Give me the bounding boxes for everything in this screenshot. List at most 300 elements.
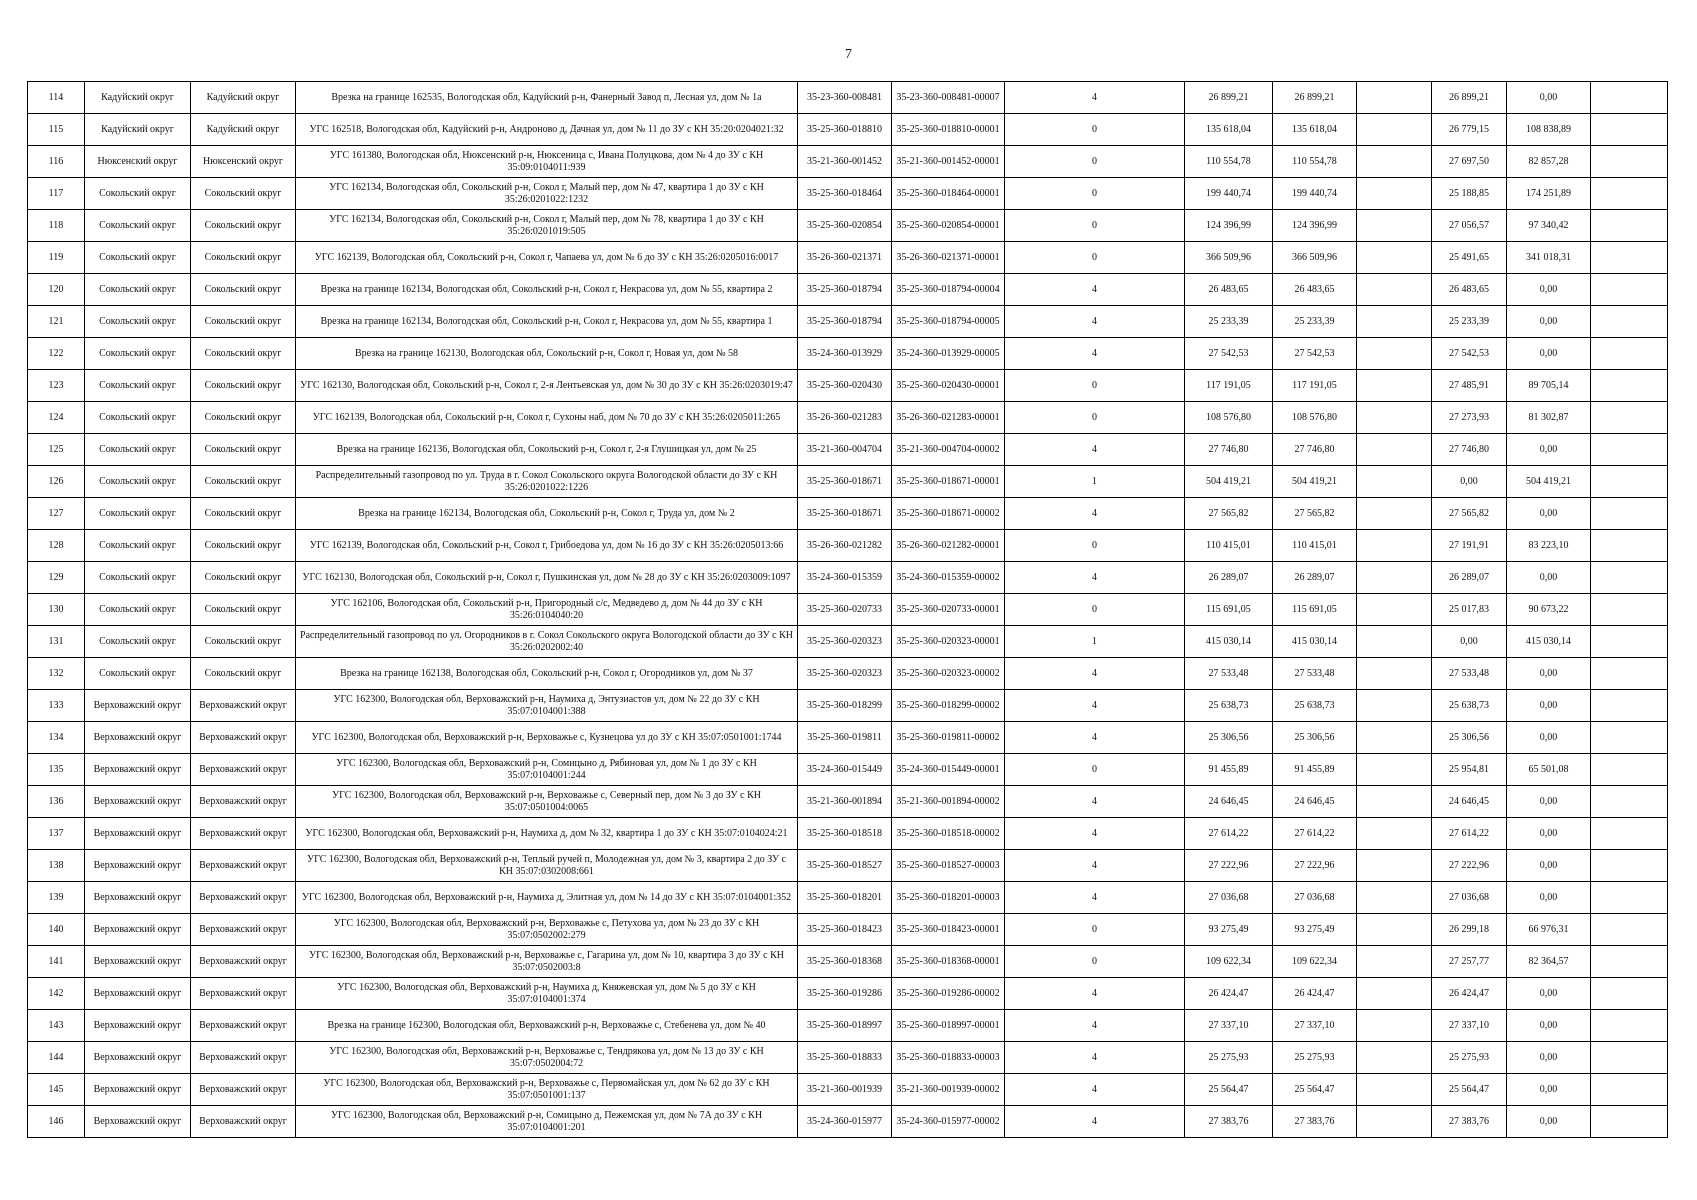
remainder-cell: 81 302,87 (1507, 402, 1591, 434)
district-cell: Сокольский округ (85, 306, 191, 338)
total-cost-cell: 26 289,07 (1185, 562, 1273, 594)
remainder-cell: 0,00 (1507, 1074, 1591, 1106)
row-number: 115 (28, 114, 85, 146)
amount-cell: 27 614,22 (1432, 818, 1507, 850)
cost-cell: 115 691,05 (1273, 594, 1357, 626)
row-number: 136 (28, 786, 85, 818)
object-id-cell: 35-25-360-020323-00002 (892, 658, 1005, 690)
row-number: 137 (28, 818, 85, 850)
remainder-cell: 0,00 (1507, 1042, 1591, 1074)
blank-cell (1357, 914, 1432, 946)
object-id-cell: 35-24-360-013929-00005 (892, 338, 1005, 370)
amount-cell: 27 485,91 (1432, 370, 1507, 402)
data-table (27, 81, 1668, 1138)
remainder-cell: 504 419,21 (1507, 466, 1591, 498)
remainder-cell: 66 976,31 (1507, 914, 1591, 946)
object-id-cell: 35-25-360-020323-00001 (892, 626, 1005, 658)
object-id-cell: 35-25-360-019286-00002 (892, 978, 1005, 1010)
cost-cell: 24 646,45 (1273, 786, 1357, 818)
row-number: 128 (28, 530, 85, 562)
address-cell: УГС 162300, Вологодская обл, Верховажский р-н, Теплый ручей п, Молодежная ул, дом № 3, квартира 2 до ЗУ с КН 35:07:0302008:661 (296, 850, 798, 882)
object-code-cell: 35-24-360-013929 (798, 338, 892, 370)
district-cell: Сокольский округ (85, 562, 191, 594)
row-number: 132 (28, 658, 85, 690)
cost-cell: 25 564,47 (1273, 1074, 1357, 1106)
total-cost-cell: 26 483,65 (1185, 274, 1273, 306)
note-cell (1591, 306, 1668, 338)
blank-cell (1357, 882, 1432, 914)
category-cell: 4 (1005, 338, 1185, 370)
remainder-cell: 0,00 (1507, 306, 1591, 338)
municipality-cell: Верховажский округ (191, 1010, 296, 1042)
category-cell: 4 (1005, 786, 1185, 818)
table-row (28, 370, 1668, 402)
note-cell (1591, 626, 1668, 658)
row-number: 127 (28, 498, 85, 530)
total-cost-cell: 27 222,96 (1185, 850, 1273, 882)
blank-cell (1357, 466, 1432, 498)
blank-cell (1357, 338, 1432, 370)
amount-cell: 25 233,39 (1432, 306, 1507, 338)
address-cell: Распределительный газопровод по ул. Огородников в г. Сокол Сокольского округа Вологодской области до ЗУ с КН 35:26:0202002:40 (296, 626, 798, 658)
note-cell (1591, 530, 1668, 562)
category-cell: 0 (1005, 754, 1185, 786)
remainder-cell: 0,00 (1507, 818, 1591, 850)
address-cell: УГС 162300, Вологодская обл, Верховажский р-н, Верховажье с, Петухова ул, дом № 23 до ЗУ с КН 35:07:0502002:279 (296, 914, 798, 946)
address-cell: Врезка на границе 162134, Вологодская обл, Сокольский р-н, Сокол г, Некрасова ул, дом № 55, квартира 2 (296, 274, 798, 306)
cost-cell: 108 576,80 (1273, 402, 1357, 434)
address-cell: УГС 162300, Вологодская обл, Верховажский р-н, Сомицыно д, Пежемская ул, дом № 7А до ЗУ с КН 35:07:0104001:201 (296, 1106, 798, 1138)
object-code-cell: 35-25-360-018997 (798, 1010, 892, 1042)
object-id-cell: 35-25-360-020854-00001 (892, 210, 1005, 242)
object-code-cell: 35-21-360-004704 (798, 434, 892, 466)
object-id-cell: 35-25-360-018671-00002 (892, 498, 1005, 530)
category-cell: 0 (1005, 370, 1185, 402)
municipality-cell: Верховажский округ (191, 786, 296, 818)
object-code-cell: 35-25-360-018810 (798, 114, 892, 146)
blank-cell (1357, 754, 1432, 786)
total-cost-cell: 25 275,93 (1185, 1042, 1273, 1074)
address-cell: УГС 162106, Вологодская обл, Сокольский р-н, Пригородный с/с, Медведево д, дом № 44 до ЗУ с КН 35:26:0104040:20 (296, 594, 798, 626)
object-code-cell: 35-25-360-018794 (798, 274, 892, 306)
district-cell: Верховажский округ (85, 690, 191, 722)
object-code-cell: 35-26-360-021283 (798, 402, 892, 434)
cost-cell: 26 899,21 (1273, 82, 1357, 114)
object-id-cell: 35-24-360-015449-00001 (892, 754, 1005, 786)
district-cell: Сокольский округ (85, 242, 191, 274)
category-cell: 4 (1005, 850, 1185, 882)
blank-cell (1357, 274, 1432, 306)
total-cost-cell: 26 899,21 (1185, 82, 1273, 114)
district-cell: Верховажский округ (85, 754, 191, 786)
table-row (28, 498, 1668, 530)
category-cell: 0 (1005, 178, 1185, 210)
remainder-cell: 0,00 (1507, 978, 1591, 1010)
remainder-cell: 83 223,10 (1507, 530, 1591, 562)
amount-cell: 26 289,07 (1432, 562, 1507, 594)
object-id-cell: 35-25-360-018201-00003 (892, 882, 1005, 914)
district-cell: Сокольский округ (85, 626, 191, 658)
object-code-cell: 35-25-360-018671 (798, 466, 892, 498)
row-number: 140 (28, 914, 85, 946)
cost-cell: 504 419,21 (1273, 466, 1357, 498)
category-cell: 0 (1005, 402, 1185, 434)
object-code-cell: 35-25-360-020430 (798, 370, 892, 402)
amount-cell: 26 424,47 (1432, 978, 1507, 1010)
remainder-cell: 0,00 (1507, 882, 1591, 914)
remainder-cell: 65 501,08 (1507, 754, 1591, 786)
municipality-cell: Сокольский округ (191, 594, 296, 626)
remainder-cell: 0,00 (1507, 850, 1591, 882)
table-row (28, 626, 1668, 658)
amount-cell: 26 899,21 (1432, 82, 1507, 114)
note-cell (1591, 274, 1668, 306)
total-cost-cell: 504 419,21 (1185, 466, 1273, 498)
district-cell: Верховажский округ (85, 722, 191, 754)
cost-cell: 124 396,99 (1273, 210, 1357, 242)
total-cost-cell: 110 554,78 (1185, 146, 1273, 178)
district-cell: Верховажский округ (85, 1106, 191, 1138)
category-cell: 0 (1005, 242, 1185, 274)
note-cell (1591, 1042, 1668, 1074)
object-id-cell: 35-26-360-021283-00001 (892, 402, 1005, 434)
cost-cell: 415 030,14 (1273, 626, 1357, 658)
category-cell: 4 (1005, 306, 1185, 338)
row-number: 135 (28, 754, 85, 786)
object-code-cell: 35-25-360-020323 (798, 626, 892, 658)
address-cell: УГС 162300, Вологодская обл, Верховажский р-н, Наумиха д, дом № 32, квартира 1 до ЗУ с КН 35:07:0104024:21 (296, 818, 798, 850)
total-cost-cell: 135 618,04 (1185, 114, 1273, 146)
object-id-cell: 35-25-360-019811-00002 (892, 722, 1005, 754)
object-id-cell: 35-21-360-001452-00001 (892, 146, 1005, 178)
object-id-cell: 35-21-360-001894-00002 (892, 786, 1005, 818)
object-id-cell: 35-25-360-018810-00001 (892, 114, 1005, 146)
category-cell: 4 (1005, 978, 1185, 1010)
amount-cell: 26 779,15 (1432, 114, 1507, 146)
object-id-cell: 35-25-360-020733-00001 (892, 594, 1005, 626)
row-number: 114 (28, 82, 85, 114)
blank-cell (1357, 946, 1432, 978)
note-cell (1591, 594, 1668, 626)
municipality-cell: Сокольский округ (191, 626, 296, 658)
address-cell: Врезка на границе 162130, Вологодская обл, Сокольский р-н, Сокол г, Новая ул, дом № 58 (296, 338, 798, 370)
object-id-cell: 35-25-360-018368-00001 (892, 946, 1005, 978)
amount-cell: 27 746,80 (1432, 434, 1507, 466)
remainder-cell: 82 364,57 (1507, 946, 1591, 978)
municipality-cell: Верховажский округ (191, 882, 296, 914)
row-number: 126 (28, 466, 85, 498)
total-cost-cell: 110 415,01 (1185, 530, 1273, 562)
cost-cell: 25 233,39 (1273, 306, 1357, 338)
municipality-cell: Сокольский округ (191, 306, 296, 338)
row-number: 142 (28, 978, 85, 1010)
amount-cell: 26 483,65 (1432, 274, 1507, 306)
municipality-cell: Сокольский округ (191, 434, 296, 466)
remainder-cell: 0,00 (1507, 1106, 1591, 1138)
note-cell (1591, 1074, 1668, 1106)
note-cell (1591, 1106, 1668, 1138)
address-cell: УГС 162300, Вологодская обл, Верховажский р-н, Наумиха д, Элитная ул, дом № 14 до ЗУ с КН 35:07:0104001:352 (296, 882, 798, 914)
category-cell: 4 (1005, 82, 1185, 114)
object-code-cell: 35-26-360-021371 (798, 242, 892, 274)
row-number: 138 (28, 850, 85, 882)
district-cell: Сокольский округ (85, 434, 191, 466)
municipality-cell: Верховажский округ (191, 754, 296, 786)
category-cell: 4 (1005, 1074, 1185, 1106)
blank-cell (1357, 850, 1432, 882)
total-cost-cell: 93 275,49 (1185, 914, 1273, 946)
municipality-cell: Сокольский округ (191, 530, 296, 562)
remainder-cell: 0,00 (1507, 274, 1591, 306)
cost-cell: 110 554,78 (1273, 146, 1357, 178)
category-cell: 1 (1005, 466, 1185, 498)
cost-cell: 25 275,93 (1273, 1042, 1357, 1074)
blank-cell (1357, 530, 1432, 562)
note-cell (1591, 434, 1668, 466)
object-code-cell: 35-25-360-020733 (798, 594, 892, 626)
amount-cell: 24 646,45 (1432, 786, 1507, 818)
address-cell: УГС 162300, Вологодская обл, Верховажский р-н, Верховажье с, Тендрякова ул, дом № 13 до ЗУ с КН 35:07:0502004:72 (296, 1042, 798, 1074)
row-number: 141 (28, 946, 85, 978)
total-cost-cell: 199 440,74 (1185, 178, 1273, 210)
object-code-cell: 35-25-360-018464 (798, 178, 892, 210)
blank-cell (1357, 978, 1432, 1010)
object-code-cell: 35-25-360-019811 (798, 722, 892, 754)
object-code-cell: 35-24-360-015449 (798, 754, 892, 786)
table-row (28, 306, 1668, 338)
category-cell: 1 (1005, 626, 1185, 658)
municipality-cell: Сокольский округ (191, 370, 296, 402)
category-cell: 4 (1005, 690, 1185, 722)
object-code-cell: 35-21-360-001939 (798, 1074, 892, 1106)
municipality-cell: Верховажский округ (191, 722, 296, 754)
blank-cell (1357, 1074, 1432, 1106)
amount-cell: 27 542,53 (1432, 338, 1507, 370)
note-cell (1591, 210, 1668, 242)
object-code-cell: 35-24-360-015359 (798, 562, 892, 594)
object-id-cell: 35-25-360-020430-00001 (892, 370, 1005, 402)
address-cell: Врезка на границе 162300, Вологодская обл, Верховажский р-н, Верховажье с, Стебенева ул, дом № 40 (296, 1010, 798, 1042)
object-code-cell: 35-25-360-018794 (798, 306, 892, 338)
blank-cell (1357, 1010, 1432, 1042)
row-number: 139 (28, 882, 85, 914)
cost-cell: 27 383,76 (1273, 1106, 1357, 1138)
address-cell: УГС 162139, Вологодская обл, Сокольский р-н, Сокол г, Чапаева ул, дом № 6 до ЗУ с КН 35:26:0205016:0017 (296, 242, 798, 274)
page-number: 7 (845, 47, 852, 62)
object-id-cell: 35-25-360-018423-00001 (892, 914, 1005, 946)
municipality-cell: Сокольский округ (191, 402, 296, 434)
object-code-cell: 35-25-360-020854 (798, 210, 892, 242)
object-code-cell: 35-24-360-015977 (798, 1106, 892, 1138)
municipality-cell: Кадуйский округ (191, 82, 296, 114)
remainder-cell: 108 838,89 (1507, 114, 1591, 146)
cost-cell: 27 036,68 (1273, 882, 1357, 914)
district-cell: Кадуйский округ (85, 114, 191, 146)
district-cell: Сокольский округ (85, 658, 191, 690)
total-cost-cell: 27 383,76 (1185, 1106, 1273, 1138)
amount-cell: 27 222,96 (1432, 850, 1507, 882)
note-cell (1591, 178, 1668, 210)
table-row (28, 146, 1668, 178)
table-row (28, 914, 1668, 946)
total-cost-cell: 27 533,48 (1185, 658, 1273, 690)
blank-cell (1357, 82, 1432, 114)
address-cell: Врезка на границе 162134, Вологодская обл, Сокольский р-н, Сокол г, Труда ул, дом № 2 (296, 498, 798, 530)
district-cell: Сокольский округ (85, 402, 191, 434)
address-cell: УГС 162300, Вологодская обл, Верховажский р-н, Наумиха д, Энтузиастов ул, дом № 22 до ЗУ с КН 35:07:0104001:388 (296, 690, 798, 722)
municipality-cell: Верховажский округ (191, 1106, 296, 1138)
object-code-cell: 35-26-360-021282 (798, 530, 892, 562)
amount-cell: 27 337,10 (1432, 1010, 1507, 1042)
row-number: 145 (28, 1074, 85, 1106)
amount-cell: 25 306,56 (1432, 722, 1507, 754)
blank-cell (1357, 178, 1432, 210)
total-cost-cell: 25 306,56 (1185, 722, 1273, 754)
row-number: 119 (28, 242, 85, 274)
row-number: 120 (28, 274, 85, 306)
amount-cell: 27 056,57 (1432, 210, 1507, 242)
district-cell: Верховажский округ (85, 978, 191, 1010)
amount-cell: 25 275,93 (1432, 1042, 1507, 1074)
remainder-cell: 0,00 (1507, 562, 1591, 594)
total-cost-cell: 24 646,45 (1185, 786, 1273, 818)
row-number: 130 (28, 594, 85, 626)
district-cell: Верховажский округ (85, 850, 191, 882)
municipality-cell: Нюксенский округ (191, 146, 296, 178)
row-number: 123 (28, 370, 85, 402)
municipality-cell: Сокольский округ (191, 338, 296, 370)
table-row (28, 530, 1668, 562)
district-cell: Кадуйский округ (85, 82, 191, 114)
object-code-cell: 35-25-360-018527 (798, 850, 892, 882)
note-cell (1591, 818, 1668, 850)
object-id-cell: 35-21-360-001939-00002 (892, 1074, 1005, 1106)
district-cell: Верховажский округ (85, 818, 191, 850)
cost-cell: 26 424,47 (1273, 978, 1357, 1010)
cost-cell: 25 638,73 (1273, 690, 1357, 722)
object-id-cell: 35-25-360-018794-00004 (892, 274, 1005, 306)
total-cost-cell: 109 622,34 (1185, 946, 1273, 978)
category-cell: 4 (1005, 434, 1185, 466)
remainder-cell: 0,00 (1507, 82, 1591, 114)
table-row (28, 1010, 1668, 1042)
district-cell: Верховажский округ (85, 1010, 191, 1042)
category-cell: 0 (1005, 530, 1185, 562)
remainder-cell: 0,00 (1507, 690, 1591, 722)
amount-cell: 25 188,85 (1432, 178, 1507, 210)
blank-cell (1357, 658, 1432, 690)
table-row (28, 658, 1668, 690)
cost-cell: 27 565,82 (1273, 498, 1357, 530)
district-cell: Сокольский округ (85, 178, 191, 210)
cost-cell: 26 483,65 (1273, 274, 1357, 306)
object-code-cell: 35-21-360-001452 (798, 146, 892, 178)
row-number: 121 (28, 306, 85, 338)
object-id-cell: 35-25-360-018299-00002 (892, 690, 1005, 722)
category-cell: 4 (1005, 498, 1185, 530)
remainder-cell: 0,00 (1507, 786, 1591, 818)
total-cost-cell: 366 509,96 (1185, 242, 1273, 274)
table-row (28, 1106, 1668, 1138)
amount-cell: 26 299,18 (1432, 914, 1507, 946)
municipality-cell: Верховажский округ (191, 946, 296, 978)
note-cell (1591, 242, 1668, 274)
cost-cell: 135 618,04 (1273, 114, 1357, 146)
address-cell: УГС 162518, Вологодская обл, Кадуйский р-н, Андроново д, Дачная ул, дом № 11 до ЗУ с КН 35:20:0204021:32 (296, 114, 798, 146)
district-cell: Сокольский округ (85, 370, 191, 402)
object-id-cell: 35-25-360-018518-00002 (892, 818, 1005, 850)
total-cost-cell: 415 030,14 (1185, 626, 1273, 658)
category-cell: 0 (1005, 114, 1185, 146)
row-number: 129 (28, 562, 85, 594)
amount-cell: 27 533,48 (1432, 658, 1507, 690)
blank-cell (1357, 210, 1432, 242)
table-row (28, 1074, 1668, 1106)
address-cell: УГС 162139, Вологодская обл, Сокольский р-н, Сокол г, Грибоедова ул, дом № 16 до ЗУ с КН 35:26:0205013:66 (296, 530, 798, 562)
address-cell: УГС 162134, Вологодская обл, Сокольский р-н, Сокол г, Малый пер, дом № 78, квартира 1 до ЗУ с КН 35:26:0201019:505 (296, 210, 798, 242)
remainder-cell: 97 340,42 (1507, 210, 1591, 242)
object-code-cell: 35-25-360-018299 (798, 690, 892, 722)
cost-cell: 109 622,34 (1273, 946, 1357, 978)
object-id-cell: 35-24-360-015977-00002 (892, 1106, 1005, 1138)
address-cell: УГС 162300, Вологодская обл, Верховажский р-н, Верховажье с, Первомайская ул, дом № 62 до ЗУ с КН 35:07:0501001:137 (296, 1074, 798, 1106)
total-cost-cell: 27 036,68 (1185, 882, 1273, 914)
note-cell (1591, 786, 1668, 818)
address-cell: Врезка на границе 162134, Вологодская обл, Сокольский р-н, Сокол г, Некрасова ул, дом № 55, квартира 1 (296, 306, 798, 338)
note-cell (1591, 370, 1668, 402)
address-cell: УГС 162300, Вологодская обл, Верховажский р-н, Верховажье с, Кузнецова ул до ЗУ с КН 35:07:0501001:1744 (296, 722, 798, 754)
remainder-cell: 82 857,28 (1507, 146, 1591, 178)
blank-cell (1357, 370, 1432, 402)
district-cell: Верховажский округ (85, 786, 191, 818)
blank-cell (1357, 1042, 1432, 1074)
cost-cell: 27 337,10 (1273, 1010, 1357, 1042)
object-id-cell: 35-23-360-008481-00007 (892, 82, 1005, 114)
object-id-cell: 35-26-360-021282-00001 (892, 530, 1005, 562)
municipality-cell: Сокольский округ (191, 562, 296, 594)
total-cost-cell: 27 614,22 (1185, 818, 1273, 850)
table-row (28, 210, 1668, 242)
note-cell (1591, 562, 1668, 594)
remainder-cell: 0,00 (1507, 338, 1591, 370)
amount-cell: 25 491,65 (1432, 242, 1507, 274)
note-cell (1591, 754, 1668, 786)
note-cell (1591, 882, 1668, 914)
blank-cell (1357, 498, 1432, 530)
note-cell (1591, 146, 1668, 178)
object-code-cell: 35-25-360-020323 (798, 658, 892, 690)
municipality-cell: Сокольский округ (191, 242, 296, 274)
total-cost-cell: 26 424,47 (1185, 978, 1273, 1010)
municipality-cell: Верховажский округ (191, 914, 296, 946)
district-cell: Сокольский округ (85, 274, 191, 306)
blank-cell (1357, 818, 1432, 850)
cost-cell: 117 191,05 (1273, 370, 1357, 402)
total-cost-cell: 27 542,53 (1185, 338, 1273, 370)
table-row (28, 722, 1668, 754)
note-cell (1591, 498, 1668, 530)
note-cell (1591, 466, 1668, 498)
municipality-cell: Сокольский округ (191, 178, 296, 210)
note-cell (1591, 946, 1668, 978)
note-cell (1591, 850, 1668, 882)
row-number: 146 (28, 1106, 85, 1138)
amount-cell: 27 697,50 (1432, 146, 1507, 178)
remainder-cell: 89 705,14 (1507, 370, 1591, 402)
table-row (28, 274, 1668, 306)
remainder-cell: 415 030,14 (1507, 626, 1591, 658)
note-cell (1591, 690, 1668, 722)
